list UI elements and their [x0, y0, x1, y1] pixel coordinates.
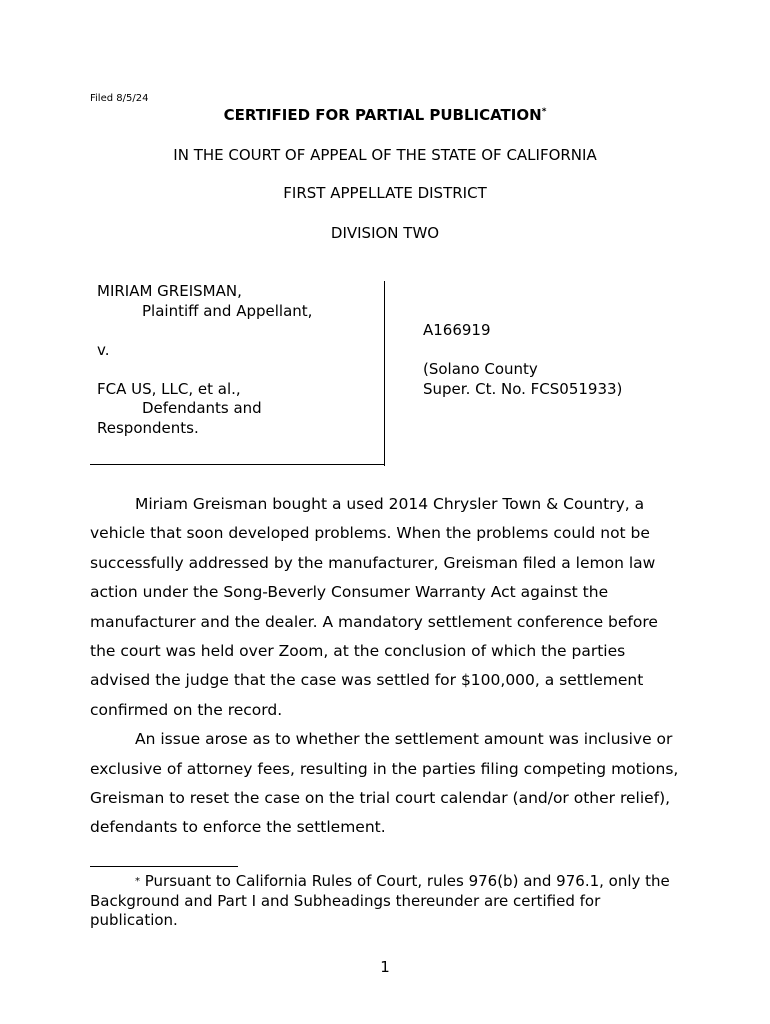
paragraph: Miriam Greisman bought a used 2014 Chrysler Town & Country, a vehicle that soon developed problems. When the problems could not be successfully addressed by the manufacturer, Greisman filed a lemon law action under the Song-Beverly Consumer Warranty Act against the manufacturer and the dealer. A mandatory settlement conference before the court was held over Zoom, at the conclusion of which the parties advised the judge that the case was settled for $100,000, a settlement confirmed on the record. [90, 495, 658, 719]
case-number: A166919 [423, 321, 491, 339]
page-number: 1 [380, 958, 390, 976]
publication-status-text: CERTIFIED FOR PARTIAL PUBLICATION [223, 106, 542, 124]
filed-date: Filed 8/5/24 [90, 93, 149, 104]
case-caption-parties [97, 282, 367, 438]
appellate-district: FIRST APPELLATE DISTRICT [283, 184, 487, 202]
plaintiff-role: Plaintiff and Appellant, [142, 301, 313, 320]
defendant-name: FCA US, LLC, et al., [97, 379, 241, 398]
court-name: IN THE COURT OF APPEAL OF THE STATE OF CALIFORNIA [173, 146, 597, 164]
superior-court-number: Super. Ct. No. FCS051933) [423, 379, 623, 398]
division-name: DIVISION TWO [330, 224, 440, 242]
caption-divider-vertical [384, 281, 385, 466]
footnote-reference: * [541, 107, 547, 117]
plaintiff-name: MIRIAM GREISMAN, [97, 282, 242, 300]
footnote-mark: * [135, 876, 140, 887]
footnote-text: Pursuant to California Rules of Court, rules 976(b) and 976.1, only the Background and Part I and Subheadings thereunder are certified for publication. [90, 872, 670, 929]
publication-status [0, 106, 770, 124]
defendant-role-continued: Respondents. [97, 418, 199, 437]
footnote [90, 872, 680, 931]
defendant-role: Defendants and [142, 399, 262, 417]
footnote-separator [90, 866, 238, 867]
caption-divider-horizontal [90, 464, 385, 465]
paragraph: An issue arose as to whether the settlement amount was inclusive or exclusive of attorney fees, resulting in the parties filing competing motions, Greisman to reset the case on the trial court calendar (and/or other relief), defendants to enforce the settlement. [90, 730, 679, 837]
case-caption-numbers [423, 321, 622, 399]
opinion-body [90, 490, 680, 843]
county-court: (Solano County [423, 360, 538, 378]
versus: v. [97, 340, 110, 359]
